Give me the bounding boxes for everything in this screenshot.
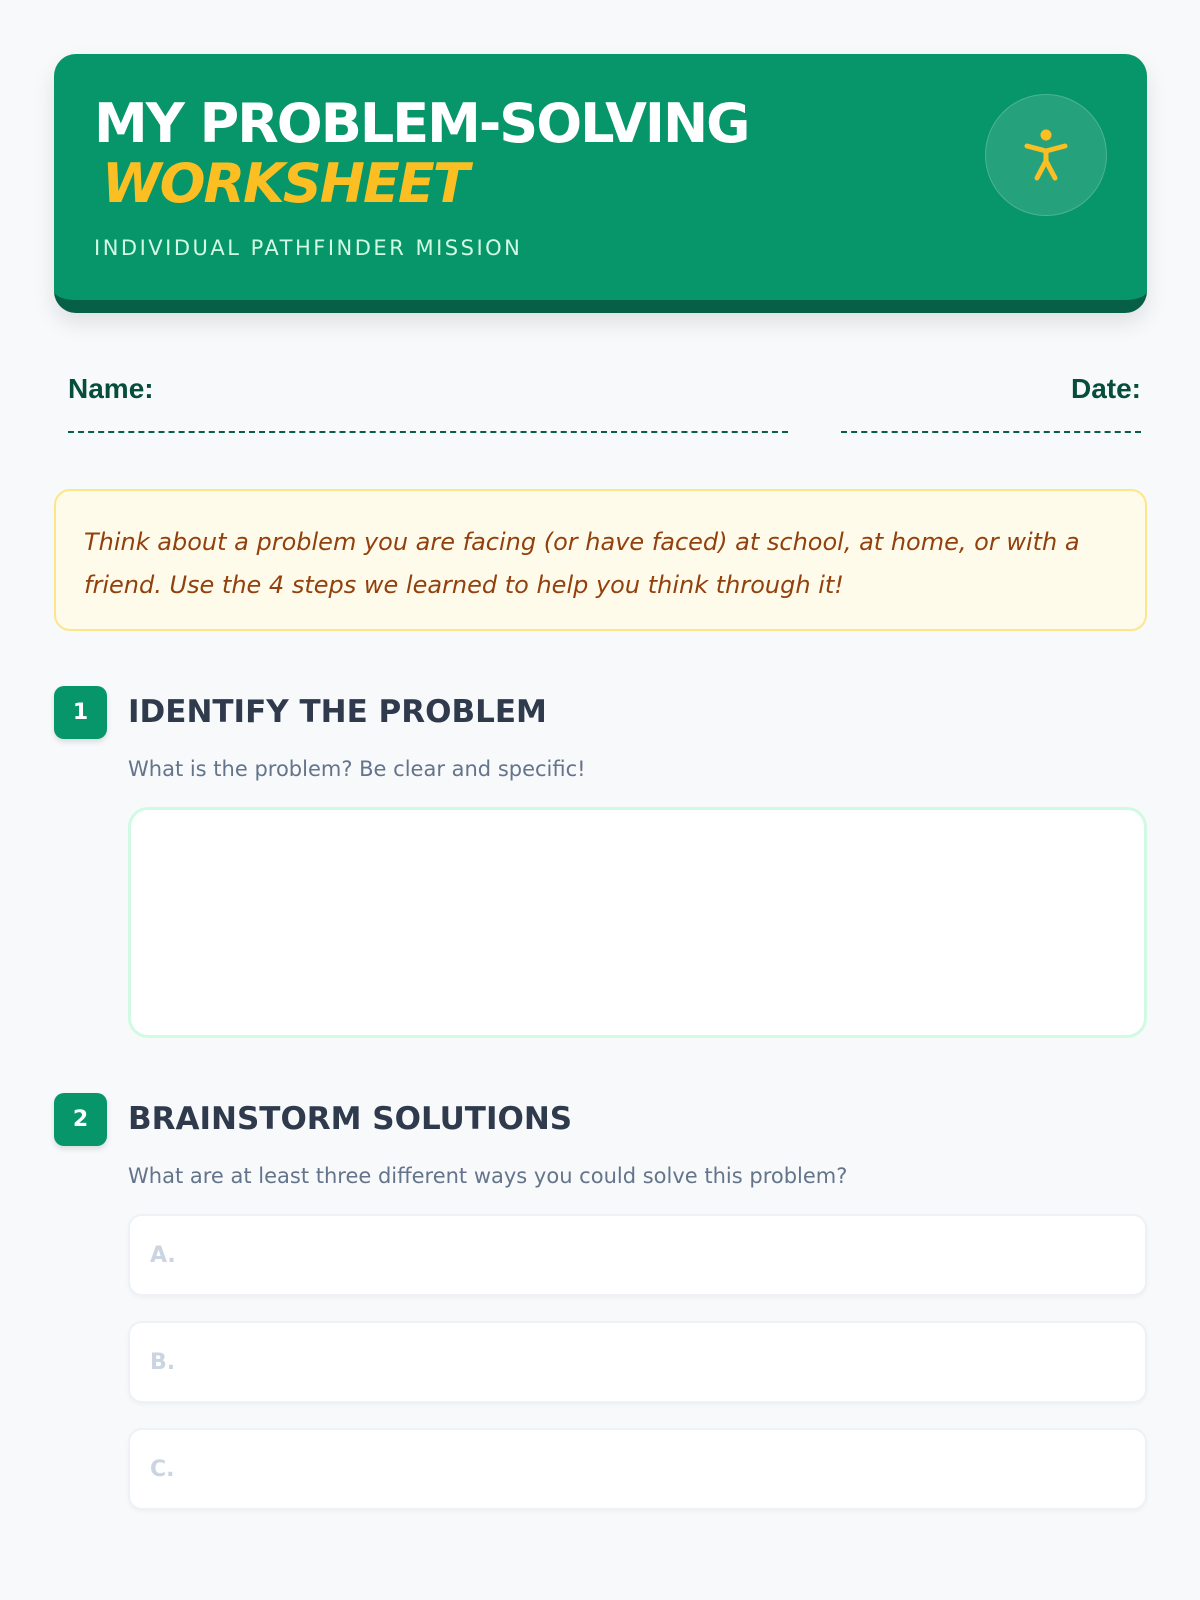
date-label: Date: [1070, 373, 1141, 404]
step-description: What is the problem? Be clear and specific! [128, 757, 586, 781]
worksheet-title [94, 94, 1107, 214]
header-banner [54, 54, 1147, 313]
name-label: Name: [68, 373, 154, 404]
step-description: What are at least three different ways you could solve this problem? [128, 1164, 848, 1188]
instructions-box: Think about a problem you are facing (or have faced) at school, at home, or with a friend. Use the 4 steps we learned to help you think through it! [54, 489, 1147, 631]
step-title: BRAINSTORM SOLUTIONS [128, 1101, 573, 1137]
worksheet-subtitle: INDIVIDUAL PATHFINDER MISSION [94, 236, 523, 260]
solution-field-c[interactable] [128, 1428, 1147, 1510]
person-icon [1024, 128, 1068, 182]
problem-answer-box[interactable] [128, 807, 1147, 1038]
title-line-1: MY PROBLEM-SOLVING [94, 92, 749, 155]
step-header [54, 685, 1147, 739]
step-number-badge: 2 [54, 1093, 107, 1146]
name-line[interactable] [68, 431, 788, 433]
solution-label: A. [150, 1242, 176, 1268]
date-line[interactable] [841, 431, 1141, 433]
solution-label: C. [150, 1456, 175, 1482]
solution-field-b[interactable] [128, 1321, 1147, 1403]
title-line-2: WORKSHEET [102, 152, 468, 215]
badge-circle [985, 94, 1107, 216]
step-title: IDENTIFY THE PROBLEM [128, 694, 547, 730]
step-number-badge: 1 [54, 686, 107, 739]
step-brainstorm-solutions [54, 1092, 1147, 1510]
solution-field-a[interactable] [128, 1214, 1147, 1296]
name-date-row [54, 373, 1147, 483]
step-identify-problem [54, 685, 1147, 1038]
solution-label: B. [150, 1349, 176, 1375]
step-header [54, 1092, 1147, 1146]
